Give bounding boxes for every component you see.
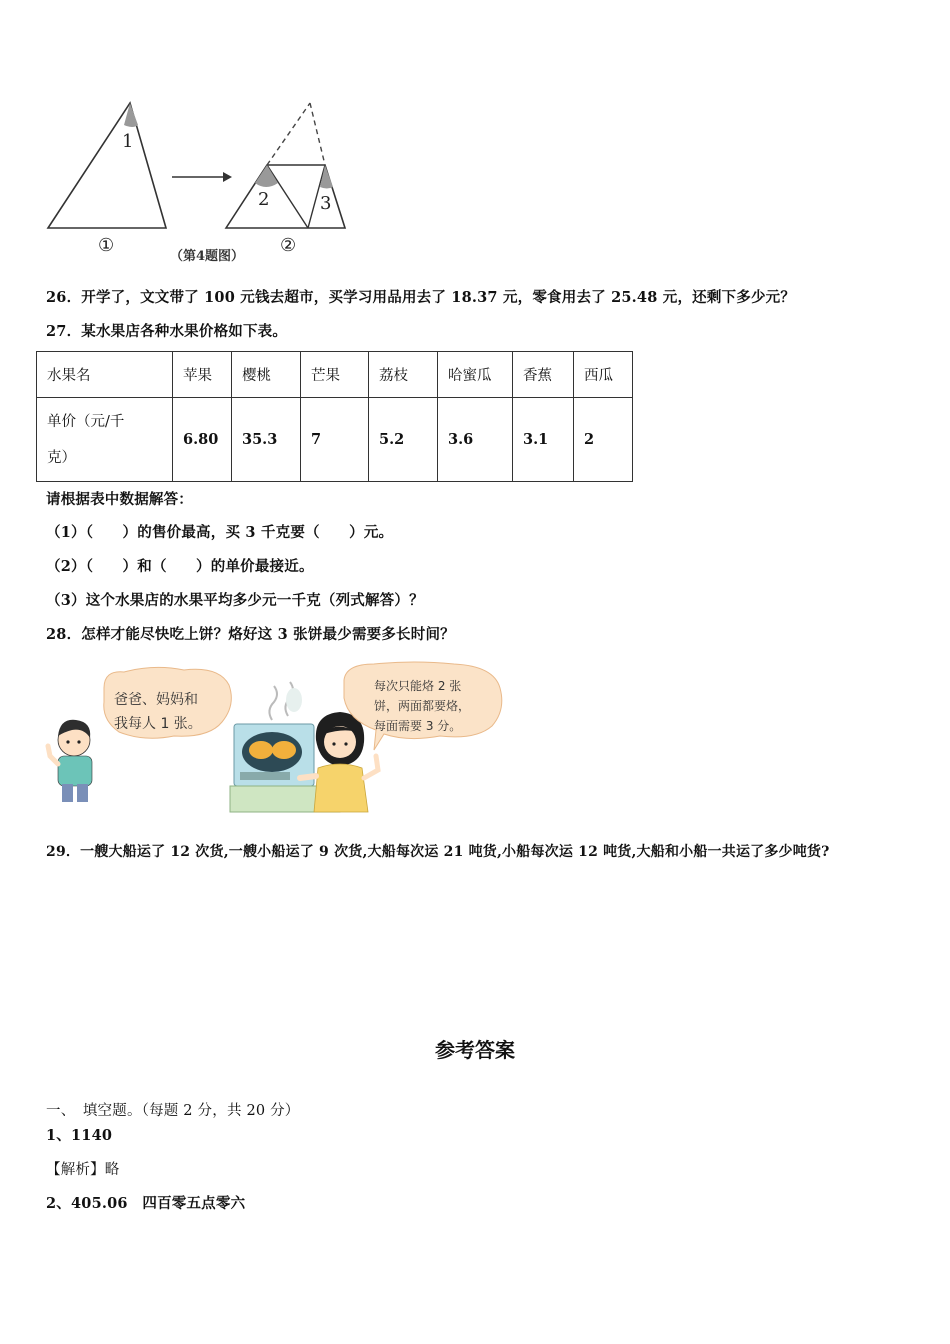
table-cell: 35.3 <box>232 398 301 482</box>
angle-3-label: 3 <box>320 193 332 214</box>
table-cell: 苹果 <box>173 352 232 398</box>
dashed-left <box>267 103 310 165</box>
pancake-cartoon <box>44 660 514 820</box>
price-label-line2: 克） <box>47 449 76 466</box>
angle-2-label: 2 <box>258 189 270 210</box>
bubble-right-line1: 每次只能烙 2 张 <box>374 679 462 693</box>
section-1-heading: 一、 填空题。（每题 2 分，共 20 分） <box>46 1103 300 1119</box>
fold-line <box>267 165 308 228</box>
triangle-figure <box>40 95 360 270</box>
question-28: 28．怎样才能尽快吃上饼？烙好这 3 张饼最少需要多长时间？ <box>46 626 455 643</box>
fruit-price-table <box>36 351 633 482</box>
angle-1-mark <box>124 103 138 127</box>
table-cell: 荔枝 <box>369 352 438 398</box>
table-cell: 芒果 <box>301 352 369 398</box>
question-27-2: （2）（ ）和（ ）的单价最接近。 <box>46 558 314 575</box>
table-cell: 7 <box>301 398 369 482</box>
table-row <box>37 398 633 482</box>
question-29: 29．一艘大船运了 12 次货,一艘小船运了 9 次货,大船每次运 21 吨货,小船每次运 12 吨货,大船和小船一共运了多少吨货? <box>46 844 830 860</box>
boy-figure <box>48 720 92 802</box>
price-label-line1: 单价（元/千 <box>47 413 125 430</box>
question-27-3: （3）这个水果店的水果平均多少元一千克（列式解答）？ <box>46 592 424 609</box>
question-27-1: （1）（ ）的售价最高，买 3 千克要（ ）元。 <box>46 524 394 541</box>
table-price-label <box>37 398 173 482</box>
table-cell: 樱桃 <box>232 352 301 398</box>
angle-1-label: 1 <box>122 131 134 152</box>
answer-1-analysis: 【解析】略 <box>46 1162 120 1178</box>
circle-2-label: ② <box>280 235 297 256</box>
table-cell: 3.1 <box>513 398 574 482</box>
dashed-right <box>310 103 325 165</box>
answer-section-title: 参考答案 <box>435 1038 515 1062</box>
question-27-intro: 请根据表中数据解答： <box>46 491 193 508</box>
table-cell: 3.6 <box>438 398 513 482</box>
arrow-head <box>223 172 232 182</box>
figure-caption: （第4题图） <box>170 249 245 264</box>
table-cell: 哈蜜瓜 <box>438 352 513 398</box>
table-cell: 香蕉 <box>513 352 574 398</box>
table-header-label: 水果名 <box>37 352 173 398</box>
question-26: 26．开学了，文文带了 100 元钱去超市，买学习用品用去了 18.37 元，零食用去了 25.48 元，还剩下多少元？ <box>46 289 796 306</box>
table-cell: 5.2 <box>369 398 438 482</box>
table-cell: 2 <box>574 398 633 482</box>
question-27: 27．某水果店各种水果价格如下表。 <box>46 323 288 340</box>
bubble-left-line2: 我每人 1 张。 <box>114 716 202 732</box>
bubble-left-line1: 爸爸、妈妈和 <box>114 692 198 708</box>
bubble-right-line3: 每面需要 3 分。 <box>374 719 462 733</box>
table-cell: 6.80 <box>173 398 232 482</box>
table-cell: 西瓜 <box>574 352 633 398</box>
circle-1-label: ① <box>98 235 115 256</box>
triangle-1 <box>48 103 166 228</box>
table-row <box>37 352 633 398</box>
bubble-right-line2: 饼，两面都要烙， <box>374 699 471 713</box>
answer-2: 2、405.06 四百零五点零六 <box>46 1195 246 1212</box>
answer-1: 1、1140 <box>46 1127 113 1144</box>
